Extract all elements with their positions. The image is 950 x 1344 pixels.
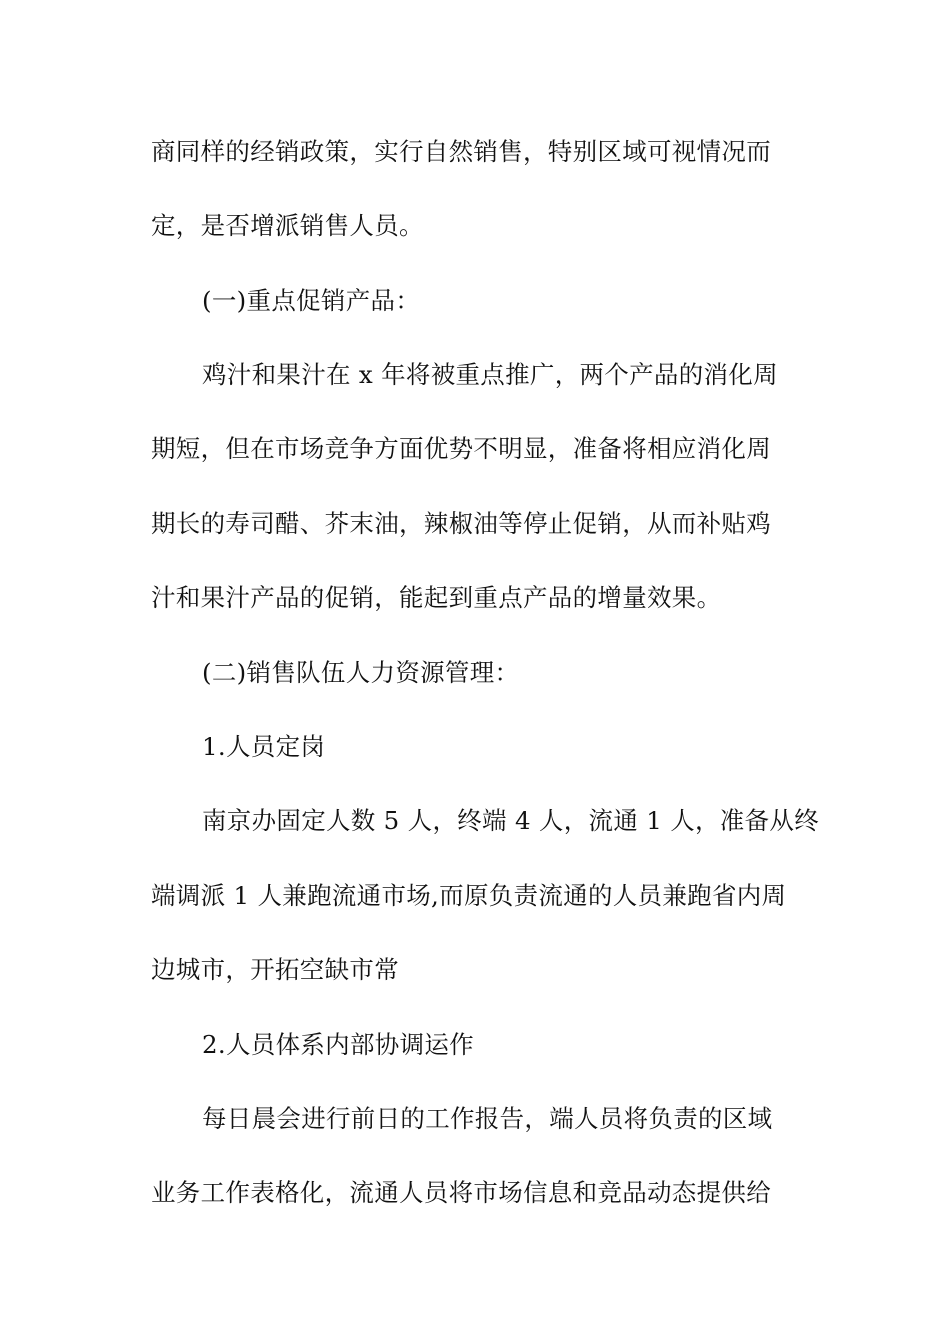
paragraph-line: 边城市，开拓空缺市常: [151, 955, 399, 984]
paragraph-line: 汁和果汁产品的促销，能起到重点产品的增量效果。: [151, 583, 722, 612]
paragraph-line: 商同样的经销政策，实行自然销售，特别区域可视情况而: [151, 137, 771, 166]
section-heading: (一)重点促销产品：: [202, 286, 421, 315]
paragraph-line: 端调派 1 人兼跑流通市场,而原负责流通的人员兼跑省内周: [151, 881, 787, 910]
paragraph-line: 定，是否增派销售人员。: [151, 211, 424, 240]
paragraph-line: 期短，但在市场竞争方面优势不明显，准备将相应消化周: [151, 434, 771, 463]
subsection-heading: 1.人员定岗: [202, 732, 326, 761]
subsection-heading: 2.人员体系内部协调运作: [202, 1030, 474, 1059]
paragraph-line: 每日晨会进行前日的工作报告，端人员将负责的区域: [202, 1104, 773, 1133]
paragraph-line: 期长的寿司醋、芥末油，辣椒油等停止促销，从而补贴鸡: [151, 509, 771, 538]
paragraph-line: 鸡汁和果汁在 x 年将被重点推广，两个产品的消化周: [202, 360, 778, 389]
paragraph-line: 业务工作表格化，流通人员将市场信息和竞品动态提供给: [151, 1178, 771, 1207]
paragraph-line: 南京办固定人数 5 人，终端 4 人，流通 1 人，准备从终: [202, 806, 819, 835]
section-heading: (二)销售队伍人力资源管理：: [202, 658, 520, 687]
